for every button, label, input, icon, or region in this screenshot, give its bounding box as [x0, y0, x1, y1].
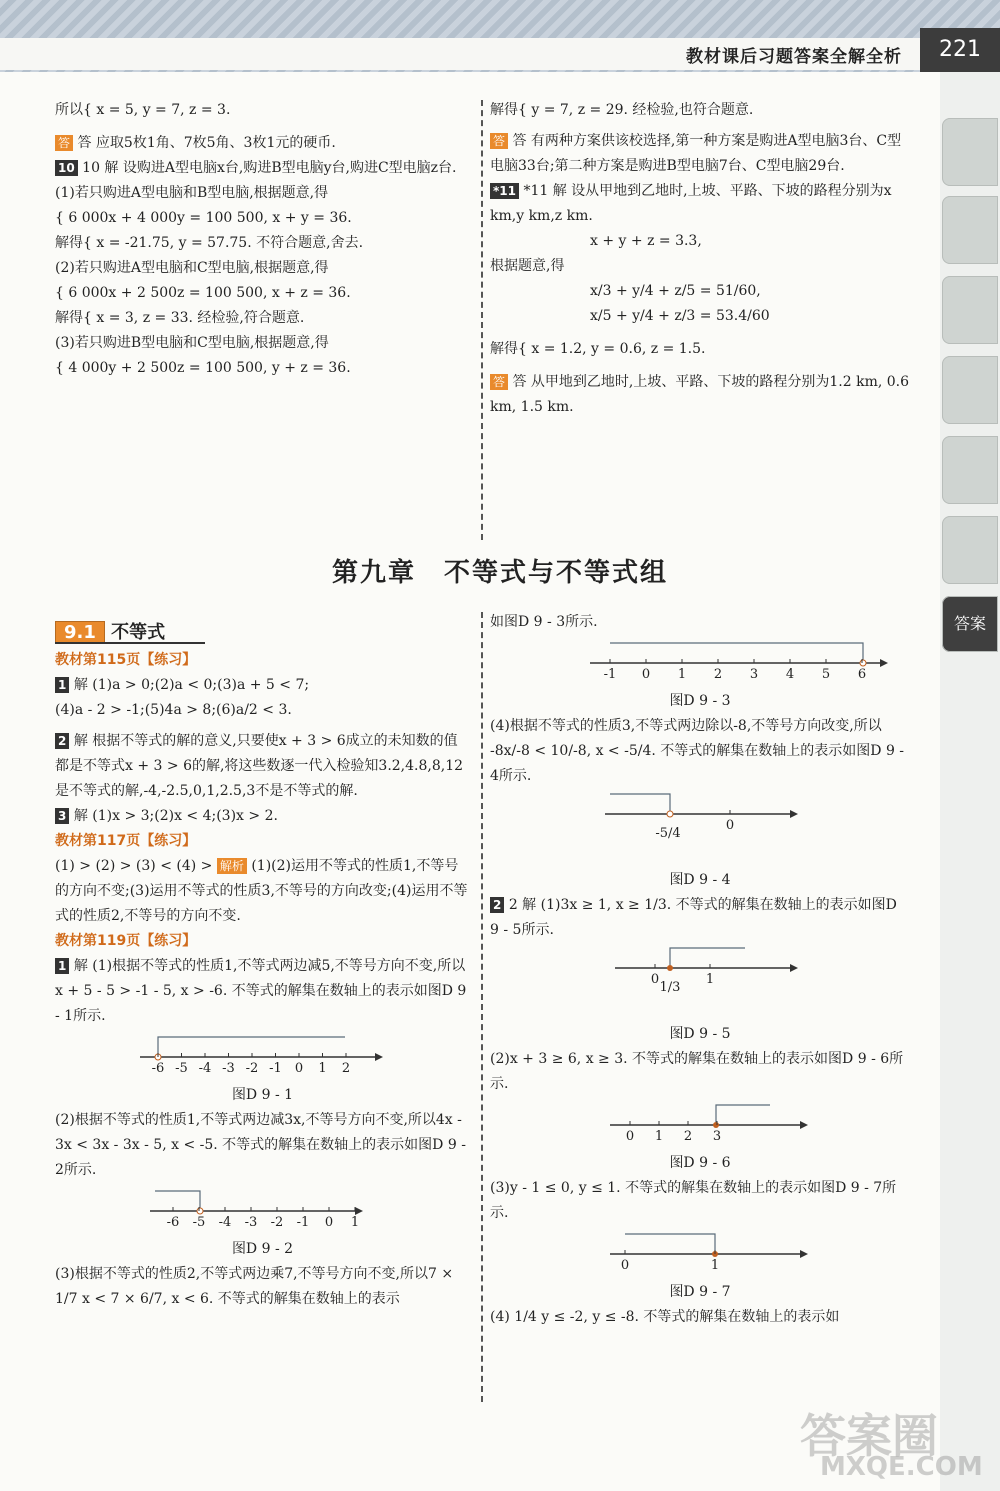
- figure-caption: 图D 9 - 1: [231, 1087, 294, 1103]
- solution-line: 解得{ x = 3, z = 33. 经检验,符合题意.: [55, 310, 305, 326]
- problem-text: 解 根据不等式的解的意义,只要使x + 3 > 6成立的未知数的值都是不等式x + 3 > 6的解,将这些数逐一代入检验知3.2,4.8,8,12是不等式的解,-4,-2.5,0,1,2.5,3不是不等式的解.: [55, 733, 464, 799]
- tick-label: -2: [245, 1061, 259, 1074]
- text-line: (3)y - 1 ≤ 0, y ≤ 1. 不等式的解集在数轴上的表示如图D 9 - 7所示.: [490, 1180, 897, 1221]
- header-title: 教材课后习题答案全解全析: [686, 47, 902, 67]
- text-line: (4)根据不等式的性质3,不等式两边除以-8,不等号方向改变,所以 -8x/-8 < 10/-8, x < -5/4. 不等式的解集在数轴上的表示如图D 9 - 4所示.: [490, 718, 905, 784]
- tick-label: -2: [270, 1215, 284, 1228]
- problem-number-badge: 2: [55, 733, 69, 749]
- column-divider-top: [481, 100, 483, 540]
- side-tab-3[interactable]: [942, 276, 998, 344]
- figure-caption: 图D 9 - 5: [669, 1026, 731, 1042]
- figure-caption: 图D 9 - 6: [669, 1155, 731, 1171]
- problem-2b: [490, 893, 910, 943]
- tick-label: 5: [821, 667, 831, 680]
- problem-number-badge: 3: [55, 808, 69, 824]
- answer-line: [55, 131, 470, 156]
- problem-119-1: [55, 954, 470, 1029]
- number-line-fig4: [600, 789, 820, 859]
- answer-text: (1) > (2) > (3) < (4) >: [55, 858, 213, 874]
- problem-10: [55, 156, 470, 181]
- text-line: 根据题意,得: [490, 258, 565, 274]
- answer-text: 答 应取5枚1角、7枚5角、3枚1元的硬币.: [77, 135, 336, 151]
- problem-number-badge: 2: [490, 897, 504, 913]
- problem-11: [490, 179, 910, 229]
- tick-label: 6: [857, 667, 867, 680]
- answer-line: [490, 370, 910, 420]
- tick-label: 1: [350, 1215, 360, 1228]
- number-line-fig3: [580, 635, 900, 680]
- tick-label: -6: [151, 1061, 165, 1074]
- text-line: (2)若只购进A型电脑和C型电脑,根据题意,得: [55, 260, 329, 276]
- column-divider-bottom: [481, 612, 483, 1402]
- side-tab-5[interactable]: [942, 436, 998, 504]
- section-number: 9.1: [55, 621, 105, 644]
- analysis-text: (1)(2)运用不等式的性质1,不等号的方向不变;(3)运用不等式的性质3,不等号的方向改变;(4)运用不等式的性质2,不等号的方向不变.: [55, 858, 468, 924]
- left-bottom-column: [55, 648, 470, 1312]
- problem-text: 解 (1)a > 0;(2)a < 0;(3)a + 5 < 7;: [73, 677, 310, 693]
- tick-label: -5: [192, 1215, 206, 1228]
- number-line-fig2: [145, 1183, 445, 1228]
- problem-text: 2 解 (1)3x ≥ 1, x ≥ 1/3. 不等式的解集在数轴上的表示如图D 9 - 5所示.: [490, 897, 897, 938]
- point-label: -5/4: [655, 826, 681, 841]
- equation-line: x/5 + y/4 + z/3 = 53.4/60: [590, 308, 770, 324]
- tick-label: -4: [198, 1061, 212, 1074]
- tick-label: 1: [677, 667, 687, 680]
- tick-label: 3: [712, 1129, 722, 1142]
- problem-text: *11 解 设从甲地到乙地时,上坡、平路、下坡的路程分别为x km,y km,z km.: [490, 183, 892, 224]
- tick-label: -6: [166, 1215, 180, 1228]
- tick-label: -3: [222, 1061, 235, 1074]
- tick-label: 0: [294, 1061, 304, 1074]
- tick-label: -1: [603, 667, 617, 680]
- problem-text: 解 (1)x > 3;(2)x < 4;(3)x > 2.: [73, 808, 278, 824]
- side-tab-1[interactable]: [942, 118, 998, 186]
- number-line-fig6: [600, 1097, 840, 1142]
- problem-1: [55, 673, 470, 698]
- tick-label: 0: [650, 972, 660, 987]
- answer-tag: 答: [490, 374, 508, 390]
- equation-line: x/3 + y/4 + z/5 = 51/60,: [590, 283, 761, 299]
- figure-caption: 图D 9 - 3: [669, 693, 731, 709]
- tick-label: 1: [710, 1258, 720, 1271]
- problem-text: 10 解 设购进A型电脑x台,购进B型电脑y台,购进C型电脑z台.: [82, 160, 457, 176]
- text-line: (1)若只购进A型电脑和B型电脑,根据题意,得: [55, 185, 329, 201]
- exercise-heading: 教材第115页【练习】: [55, 652, 197, 668]
- text-line: (3)若只购进B型电脑和C型电脑,根据题意,得: [55, 335, 329, 351]
- chapter-title: 第九章 不等式与不等式组: [331, 558, 668, 588]
- answer-117: [55, 854, 470, 929]
- page-number: 221: [920, 28, 1000, 72]
- tick-label: -5: [175, 1061, 188, 1074]
- number-line-fig5: [610, 943, 830, 1013]
- problem-2: [55, 729, 470, 804]
- solution-line: 解得{ x = 1.2, y = 0.6, z = 1.5.: [490, 341, 706, 357]
- text-line: 所以{ x = 5, y = 7, z = 3.: [55, 102, 231, 118]
- answer-line: [490, 129, 910, 179]
- problem-text: 解 (1)根据不等式的性质1,不等式两边减5,不等号方向不变,所以x + 5 - 5 > -1 - 5, x > -6. 不等式的解集在数轴上的表示如图D 9 - 1所示.: [55, 958, 467, 1024]
- equation-system: { 6 000x + 2 500z = 100 500, x + z = 36.: [55, 285, 351, 301]
- tick-label: 2: [713, 667, 723, 680]
- page-header: [0, 0, 1000, 72]
- tick-label: 0: [620, 1258, 630, 1271]
- text-line: (2)x + 3 ≥ 6, x ≥ 3. 不等式的解集在数轴上的表示如图D 9 - 6所示.: [490, 1051, 904, 1092]
- tick-label: 0: [324, 1215, 334, 1228]
- tick-label: -3: [244, 1215, 258, 1228]
- tick-label: 0: [641, 667, 651, 680]
- tick-label: 1: [318, 1061, 327, 1074]
- tick-label: 0: [725, 818, 735, 833]
- watermark-logo: 答案圈: [800, 1409, 938, 1463]
- problem-number-badge: 1: [55, 677, 69, 693]
- text-line: (4) 1/4 y ≤ -2, y ≤ -8. 不等式的解集在数轴上的表示如: [490, 1309, 840, 1325]
- equation-system: { 6 000x + 4 000y = 100 500, x + y = 36.: [55, 210, 352, 226]
- number-line-fig7: [600, 1226, 840, 1271]
- right-top-column: [490, 98, 910, 420]
- exercise-heading: 教材第117页【练习】: [55, 833, 197, 849]
- tick-label: -1: [269, 1061, 282, 1074]
- answer-tag: 答: [490, 133, 508, 149]
- figure-caption: 图D 9 - 7: [669, 1284, 731, 1300]
- section-title: 不等式: [111, 622, 166, 643]
- left-top-column: [55, 98, 470, 381]
- text-line: 如图D 9 - 3所示.: [490, 614, 598, 630]
- equation-line: x + y + z = 3.3,: [590, 233, 702, 249]
- side-tab-4[interactable]: [942, 356, 998, 424]
- text-line: (4)a - 2 > -1;(5)4a > 8;(6)a/2 < 3.: [55, 702, 292, 718]
- right-bottom-column: [490, 610, 910, 1330]
- tick-label: 1: [654, 1129, 664, 1142]
- tick-label: 4: [785, 667, 795, 680]
- tick-label: 0: [625, 1129, 635, 1142]
- tick-label: 1: [705, 972, 715, 987]
- figure-caption: 图D 9 - 4: [669, 872, 731, 888]
- number-line-fig1: [135, 1029, 435, 1074]
- answer-text: 答 有两种方案供该校选择,第一种方案是购进A型电脑3台、C型电脑33台;第二种方案是购进B型电脑7台、C型电脑29台.: [490, 133, 902, 174]
- tick-label: 3: [749, 667, 759, 680]
- problem-number-badge: *11: [490, 183, 519, 199]
- section-heading: [55, 618, 165, 644]
- solution-line: 解得{ x = -21.75, y = 57.75. 不符合题意,舍去.: [55, 235, 364, 251]
- point-label: 1/3: [659, 980, 681, 995]
- tick-label: -1: [296, 1215, 310, 1228]
- solution-line: 解得{ y = 7, z = 29. 经检验,也符合题意.: [490, 102, 754, 118]
- figure-caption: 图D 9 - 2: [231, 1241, 294, 1257]
- text-line: (2)根据不等式的性质1,不等式两边减3x,不等号方向不变,所以4x - 3x < 3x - 3x - 5, x < -5. 不等式的解集在数轴上的表示如图D 9 - 2所示.: [55, 1112, 466, 1178]
- side-tab-2[interactable]: [942, 196, 998, 264]
- equation-system: { 4 000y + 2 500z = 100 500, y + z = 36.: [55, 360, 351, 376]
- text-line: (3)根据不等式的性质2,不等式两边乘7,不等号方向不变,所以7 × 1/7 x < 7 × 6/7, x < 6. 不等式的解集在数轴上的表示: [55, 1266, 454, 1307]
- problem-3: [55, 804, 470, 829]
- tick-label: 2: [341, 1061, 351, 1074]
- section-underline: [55, 642, 205, 644]
- problem-number-badge: 10: [55, 160, 78, 176]
- watermark-url: MXQE.COM: [820, 1452, 983, 1482]
- problem-number-badge: 1: [55, 958, 69, 974]
- answer-text: 答 从甲地到乙地时,上坡、平路、下坡的路程分别为1.2 km, 0.6 km, 1.5 km.: [490, 374, 910, 415]
- side-tab-answers[interactable]: 答案: [942, 596, 998, 652]
- exercise-heading: 教材第119页【练习】: [55, 933, 197, 949]
- tick-label: -4: [218, 1215, 232, 1228]
- analysis-tag: 解析: [217, 858, 247, 874]
- answer-tag: 答: [55, 135, 73, 151]
- tick-label: 2: [683, 1129, 693, 1142]
